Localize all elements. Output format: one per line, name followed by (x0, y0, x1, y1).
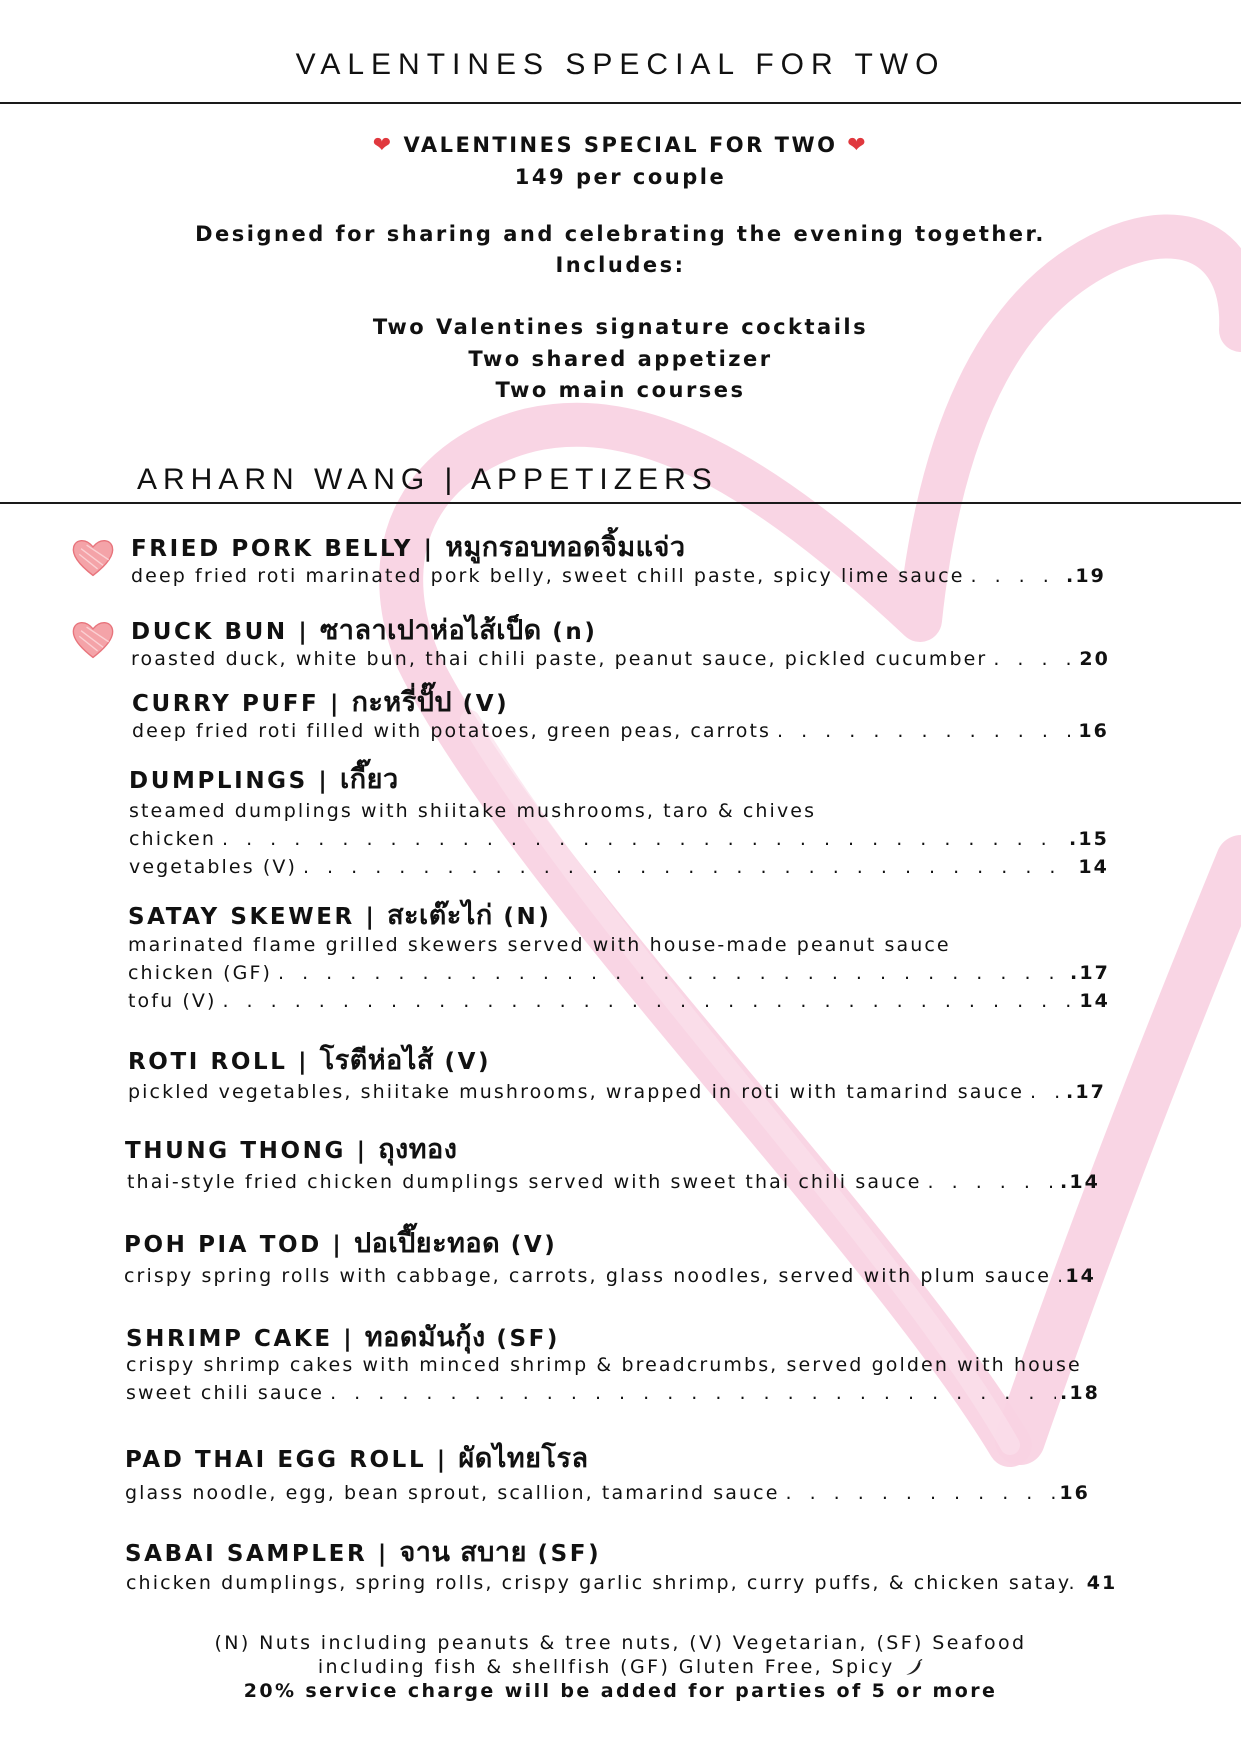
footer-legend-line: including fish & shellfish (GF) Gluten Free, Spicy (0, 1656, 1241, 1678)
menu-item-description: crispy shrimp cakes with minced shrimp & breadcrumbs, served golden with house (126, 1354, 1082, 1376)
menu-item-price: .17 (1066, 1081, 1106, 1103)
menu-item-price: 14 (1065, 1265, 1096, 1287)
heart-icon (70, 616, 116, 662)
menu-item-price: 20 (1079, 648, 1110, 670)
menu-item-name: SABAI SAMPLER | จาน สบาย (SF) (125, 1537, 602, 1568)
include-item: Two Valentines signature cocktails (372, 315, 869, 339)
menu-item-row (126, 1572, 1117, 1594)
heart-icon: ❤ (847, 133, 869, 158)
menu-item-row (131, 648, 1110, 670)
menu-item-option: vegetables (V) . . . 14 (129, 856, 1109, 878)
menu-item-price: 41 (1086, 1572, 1118, 1594)
menu-item-option: tofu (V) . . . 14 (128, 990, 1110, 1012)
menu-item-description: glass noodle, egg, bean sprout, scallion, tamarind sauce (125, 1482, 780, 1504)
menu-item-row (128, 1081, 1106, 1103)
chili-icon (903, 1658, 923, 1678)
menu-item-row (125, 1482, 1090, 1504)
menu-item-price: .18 (1060, 1382, 1100, 1404)
menu-item-price: .14 (1060, 1171, 1100, 1193)
service-charge-note: 20% service charge will be added for parties of 5 or more (243, 1680, 998, 1702)
menu-item-name: SHRIMP CAKE | ทอดมันกุ้ง (SF) (126, 1322, 561, 1353)
menu-item-price: 16 (1059, 1482, 1090, 1504)
special-tagline: Designed for sharing and celebrating the evening together. (195, 222, 1046, 246)
special-title: VALENTINES SPECIAL FOR TWO (403, 133, 838, 157)
section-title: ARHARN WANG | APPETIZERS (137, 463, 718, 496)
menu-item-name: ROTI ROLL | โรตีห่อไส้ (V) (128, 1045, 492, 1076)
menu-item-row (131, 565, 1106, 587)
footer-legend-line: (N) Nuts including peanuts & tree nuts, (V) Vegetarian, (SF) Seafood (214, 1632, 1027, 1654)
menu-item-name: DUMPLINGS | เกี๊ยว (129, 764, 399, 795)
menu-item-description: deep fried roti marinated pork belly, sweet chill paste, spicy lime sauce (131, 565, 965, 587)
menu-item-row (124, 1265, 1096, 1287)
heart-icon (70, 534, 116, 580)
menu-item-name: THUNG THONG | ถุงทอง (125, 1134, 458, 1165)
menu-item-description: thai-style fried chicken dumplings served with sweet thai chili sauce (127, 1171, 922, 1193)
menu-item-description-continued: sweet chili sauce (126, 1382, 325, 1404)
header-divider (0, 102, 1241, 104)
section-divider (0, 502, 1241, 504)
menu-item-name: DUCK BUN | ซาลาเปาห่อไส้เป็ด (n) (131, 615, 598, 646)
menu-item-description: deep fried roti filled with potatoes, green peas, carrots (132, 720, 771, 742)
menu-item-name: SATAY SKEWER | สะเต๊ะไก่ (N) (128, 900, 552, 931)
menu-item-price: 16 (1078, 720, 1109, 742)
menu-item-name: FRIED PORK BELLY | หมูกรอบทอดจิ้มแจ่ว (131, 532, 686, 563)
include-item: Two main courses (495, 378, 746, 402)
menu-item-row (127, 1171, 1100, 1193)
includes-label: Includes: (555, 253, 686, 277)
page-title: VALENTINES SPECIAL FOR TWO (295, 48, 946, 81)
menu-item-name: PAD THAI EGG ROLL | ผัดไทยโรล (125, 1443, 589, 1474)
menu-item-name: CURRY PUFF | กะหรี่ปั๊ป (V) (132, 687, 510, 718)
special-price: 149 per couple (514, 165, 727, 189)
menu-item-option: chicken . . . .15 (129, 828, 1109, 850)
menu-item-option: chicken (GF) . . . .17 (128, 962, 1110, 984)
menu-item-row (132, 720, 1109, 742)
menu-item-description: crispy spring rolls with cabbage, carrots, glass noodles, served with plum sauce (124, 1265, 1052, 1287)
menu-item-description: steamed dumplings with shiitake mushrooms, taro & chives (129, 800, 817, 822)
heart-icon: ❤ (372, 133, 394, 158)
menu-item-description: marinated flame grilled skewers served with house-made peanut sauce (128, 934, 951, 956)
menu-item-name: POH PIA TOD | ปอเปี๊ยะทอด (V) (124, 1228, 558, 1259)
menu-item-row (126, 1382, 1100, 1404)
special-title-line (0, 133, 1241, 158)
menu-item-description: pickled vegetables, shiitake mushrooms, wrapped in roti with tamarind sauce (128, 1081, 1025, 1103)
menu-item-description: roasted duck, white bun, thai chili paste, peanut sauce, pickled cucumber (131, 648, 988, 670)
include-item: Two shared appetizer (468, 347, 773, 371)
menu-item-description: chicken dumplings, spring rolls, crispy garlic shrimp, curry puffs, & chicken satay. (126, 1572, 1077, 1594)
menu-item-price: .19 (1066, 565, 1106, 587)
